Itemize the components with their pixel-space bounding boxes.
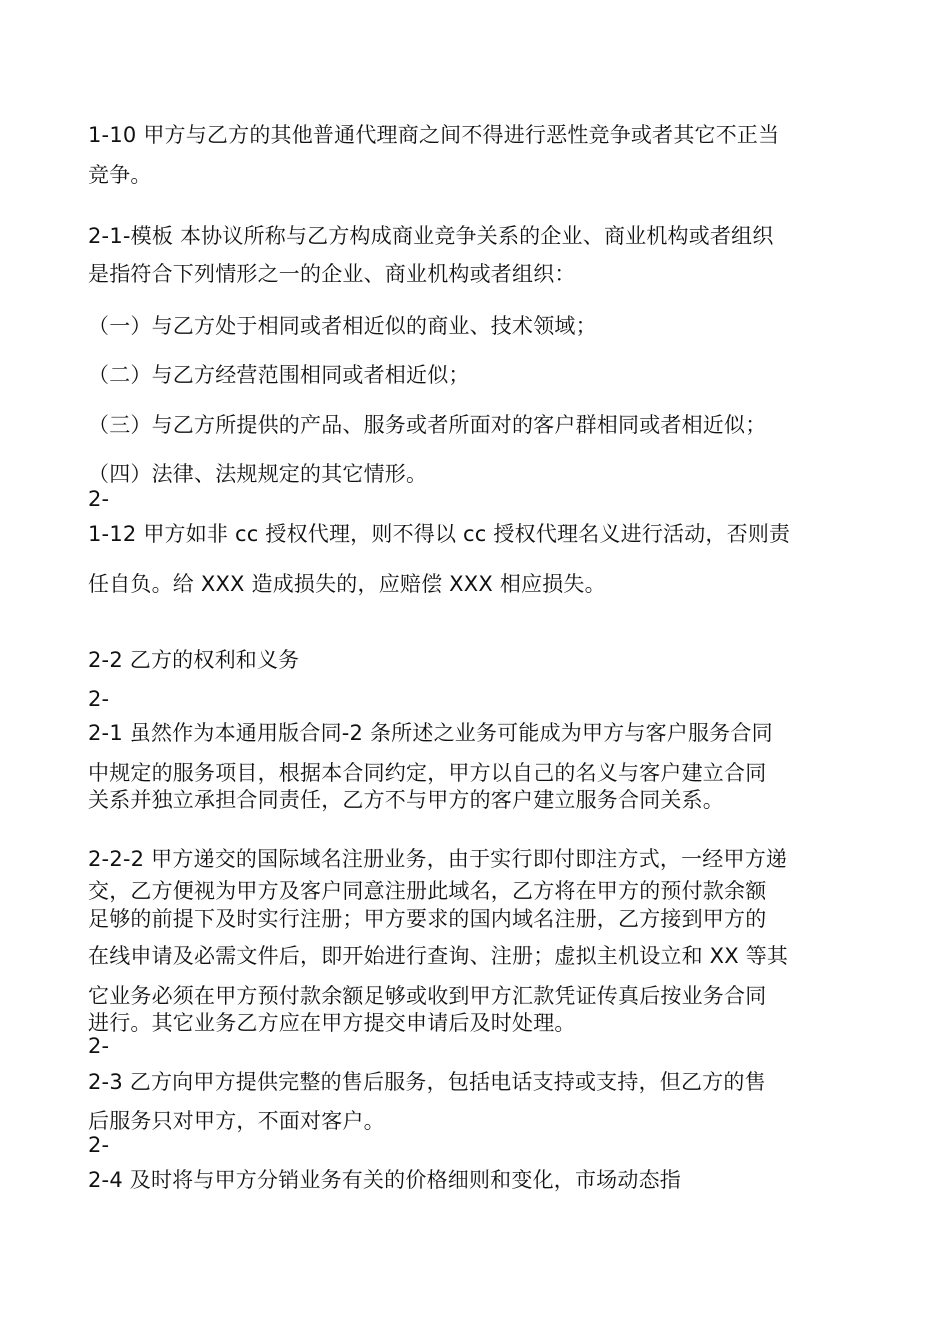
text-line: 2-3 乙方向甲方提供完整的售后服务，包括电话支持或支持，但乙方的售 bbox=[88, 1070, 766, 1094]
list-item: （二）与乙方经营范围相同或者相近似； bbox=[88, 363, 470, 387]
list-item: （四）法律、法规规定的其它情形。 bbox=[88, 462, 428, 486]
text-line: 2-4 及时将与甲方分销业务有关的价格细则和变化，市场动态指 bbox=[88, 1168, 681, 1192]
text-line: 2-1 虽然作为本通用版合同-2 条所述之业务可能成为甲方与客户服务合同 bbox=[88, 721, 773, 745]
text-line: 1-10 甲方与乙方的其他普通代理商之间不得进行恶性竞争或者其它不正当 bbox=[88, 123, 780, 147]
section-heading: 2-2 乙方的权利和义务 bbox=[88, 648, 300, 672]
text-line: 2-2-2 甲方递交的国际域名注册业务，由于实行即付即注方式，一经甲方递 bbox=[88, 847, 788, 871]
text-line: 1-12 甲方如非 cc 授权代理，则不得以 cc 授权代理名义进行活动，否则责 bbox=[88, 522, 791, 546]
text-line: 后服务只对甲方，不面对客户。 bbox=[88, 1109, 385, 1133]
text-line: 中规定的服务项目，根据本合同约定，甲方以自己的名义与客户建立合同 bbox=[88, 761, 767, 785]
text-line: 它业务必须在甲方预付款余额足够或收到甲方汇款凭证传真后按业务合同 bbox=[88, 984, 767, 1008]
text-line: 竞争。 bbox=[88, 163, 152, 187]
list-item: （一）与乙方处于相同或者相近似的商业、技术领域； bbox=[88, 314, 597, 338]
text-line: 2- bbox=[88, 687, 110, 711]
text-line: 2- bbox=[88, 1133, 110, 1157]
text-line: 2- bbox=[88, 487, 110, 511]
list-item: （三）与乙方所提供的产品、服务或者所面对的客户群相同或者相近似； bbox=[88, 413, 767, 437]
text-line: 2- bbox=[88, 1034, 110, 1058]
text-line: 2-1-模板 本协议所称与乙方构成商业竞争关系的企业、商业机构或者组织 bbox=[88, 224, 774, 248]
text-line: 进行。其它业务乙方应在甲方提交申请后及时处理。 bbox=[88, 1011, 576, 1035]
text-line: 任自负。给 XXX 造成损失的，应赔偿 XXX 相应损失。 bbox=[88, 572, 606, 596]
text-line: 在线申请及必需文件后，即开始进行查询、注册；虚拟主机设立和 XX 等其 bbox=[88, 944, 789, 968]
text-line: 足够的前提下及时实行注册；甲方要求的国内域名注册，乙方接到甲方的 bbox=[88, 907, 767, 931]
text-line: 交，乙方便视为甲方及客户同意注册此域名，乙方将在甲方的预付款余额 bbox=[88, 879, 767, 903]
text-line: 是指符合下列情形之一的企业、商业机构或者组织： bbox=[88, 262, 576, 286]
text-line: 关系并独立承担合同责任，乙方不与甲方的客户建立服务合同关系。 bbox=[88, 788, 724, 812]
